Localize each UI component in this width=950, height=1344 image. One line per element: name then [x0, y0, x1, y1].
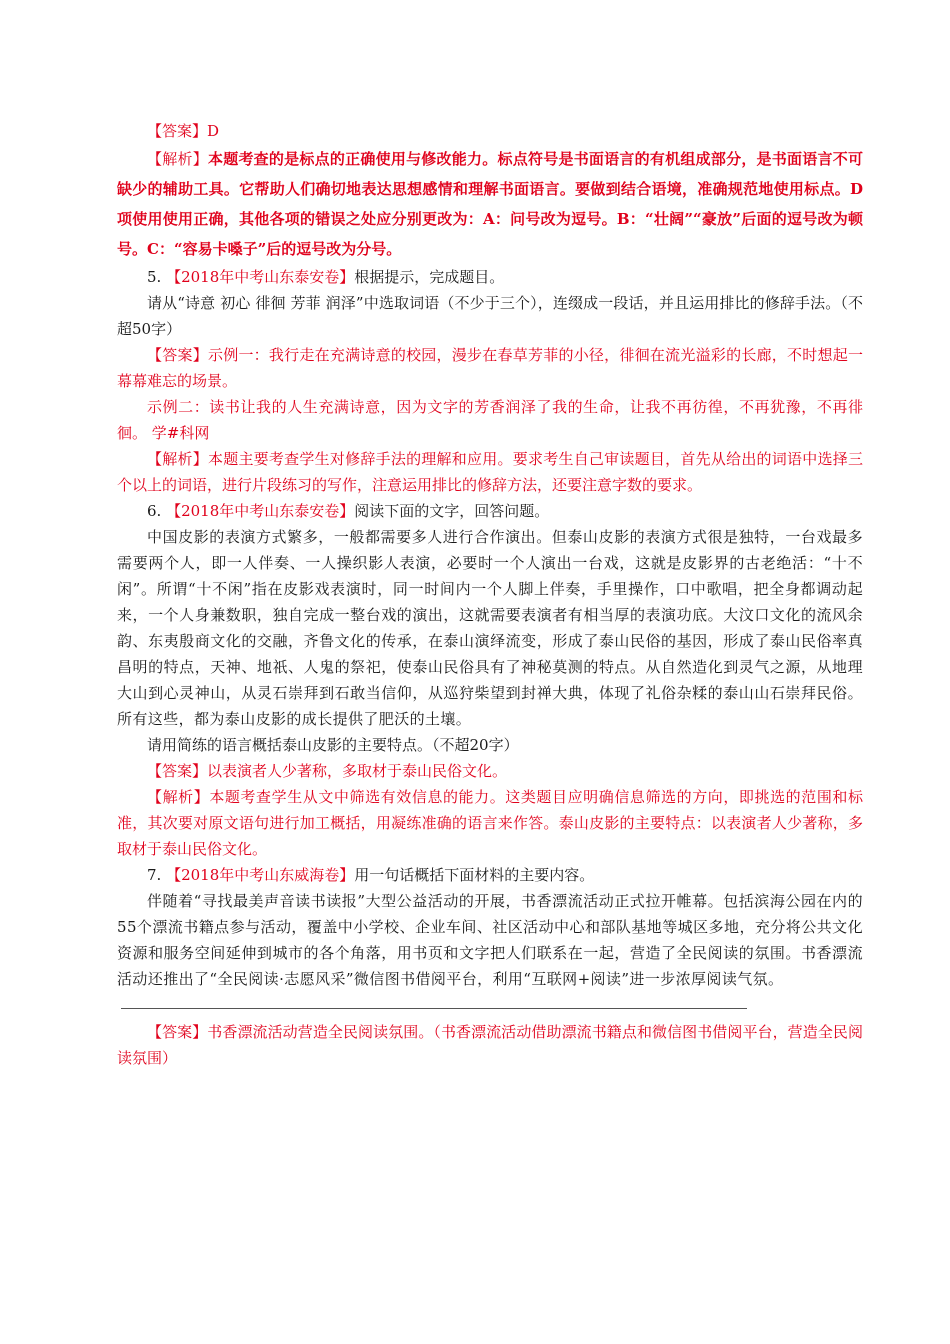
q7-answer [117, 1019, 863, 1071]
q4-analysis [117, 144, 863, 264]
q7-passage: 伴随着“寻找最美声音读书读报”大型公益活动的开展，书香漂流活动正式拉开帷幕。包括滨海公园在内的55个漂流书籍点参与活动，覆盖中小学校、企业车间、社区活动中心和部队基地等城区多地，充分将公共文化资源和服务空间延伸到城市的各个角落，用书页和文字把人们联系在一起，营造了全民阅读的氛围。书香漂流活动还推出了“全民阅读·志愿风采”微信图书借阅平台，利用“互联网+阅读”进一步浓厚阅读气氛。 [117, 892, 863, 988]
question-prompt: 用一句话概括下面材料的主要内容。 [354, 866, 595, 884]
q7-header [117, 862, 863, 888]
question-number: 6. [147, 502, 162, 520]
analysis-label: 【解析】 [147, 450, 208, 468]
question-number: 7. [147, 866, 162, 884]
answer-label: 【答案】 [147, 346, 208, 364]
q6-answer [117, 758, 863, 784]
q5-analysis [117, 446, 863, 498]
document-page [117, 118, 863, 1071]
answer-text: 以表演者人少著称，多取材于泰山民俗文化。 [207, 762, 508, 780]
answer-label: 【答案】 [147, 122, 208, 140]
answer-value: D [207, 122, 220, 140]
question-prompt: 根据提示，完成题目。 [354, 268, 505, 286]
question-number: 5. [147, 268, 162, 286]
question-source: 【2018年中考山东泰安卷】 [166, 502, 355, 520]
q5-example-2: 示例二：读书让我的人生充满诗意，因为文字的芳香润泽了我的生命，让我不再彷徨，不再犹豫，不再徘徊。 学#科网 [117, 398, 863, 442]
q5-header [117, 264, 863, 290]
analysis-text: 本题考查学生从文中筛选有效信息的能力。这类题目应明确信息筛选的方向，即挑选的范围和标准，其次要对原文语句进行加工概括，用凝练准确的语言来作答。泰山皮影的主要特点：以表演者人少著称，多取材于泰山民俗文化。 [117, 788, 863, 858]
q6-passage: 中国皮影的表演方式繁多，一般都需要多人进行合作演出。但泰山皮影的表演方式很是独特，一台戏最多需要两个人，即一人伴奏、一人操织影人表演，必要时一个人演出一台戏，这就是皮影界的古老绝活：“十不闲”。所谓“十不闲”指在皮影戏表演时，同一时间内一个人脚上伴奏，手里操作，口中歌唱，把全身都调动起来，一个人身兼数职，独自完成一整台戏的演出，这就需要表演者有相当厚的表演功底。大汶口文化的流风余韵、东夷殷商文化的交融，齐鲁文化的传承，在泰山演绎流变，形成了泰山民俗的基因，形成了泰山民俗率真昌明的特点，天神、地祇、人鬼的祭祀，使泰山民俗具有了神秘莫测的特点。从自然造化到灵气之源，从地理大山到心灵神山，从灵石崇拜到石敢当信仰，从巡狩柴望到封禅大典，体现了礼俗杂糅的泰山山石崇拜民俗。所有这些，都为泰山皮影的成长提供了肥沃的土壤。 [117, 528, 863, 728]
q5-instruction: 请从“诗意 初心 徘徊 芳菲 润泽”中选取词语（不少于三个），连缀成一段话，并且运用排比的修辞手法。（不超50字） [117, 294, 863, 338]
answer-label: 【答案】 [147, 762, 208, 780]
analysis-text: 本题考查的是标点的正确使用与修改能力。标点符号是书面语言的有机组成部分，是书面语言不可缺少的辅助工具。它帮助人们确切地表达思想感情和理解书面语言。要做到结合语境，准确规范地使用标点。D项使用使用正确，其他各项的错误之处应分别更改为：A：问号改为逗号。B：“壮阔”“豪放”后面的逗号改为顿号。C：“容易卡嗓子”后的逗号改为分号。 [117, 150, 863, 258]
answer-text: 书香漂流活动营造全民阅读氛围。（书香漂流活动借助漂流书籍点和微信图书借阅平台，营造全民阅读氛围） [117, 1023, 863, 1067]
question-source: 【2018年中考山东威海卷】 [166, 866, 355, 884]
answer-example-1: 示例一：我行走在充满诗意的校园，漫步在春草芳菲的小径，徘徊在流光溢彩的长廊，不时想起一幕幕难忘的场景。 [117, 346, 863, 390]
q6-header [117, 498, 863, 524]
q6-instruction: 请用简练的语言概括泰山皮影的主要特点。（不超20字） [147, 736, 519, 754]
analysis-label: 【解析】 [147, 150, 208, 168]
q4-answer [117, 118, 863, 144]
answer-blank-line [121, 1008, 747, 1009]
analysis-label: 【解析】 [147, 788, 210, 806]
analysis-text: 本题主要考查学生对修辞手法的理解和应用。要求考生自己审读题目，首先从给出的词语中选择三个以上的词语，进行片段练习的写作，注意运用排比的修辞方法，还要注意字数的要求。 [117, 450, 863, 494]
answer-label: 【答案】 [147, 1023, 208, 1041]
question-prompt: 阅读下面的文字，回答问题。 [354, 502, 550, 520]
question-source: 【2018年中考山东泰安卷】 [166, 268, 355, 286]
q5-answer [117, 342, 863, 394]
q6-analysis [117, 784, 863, 862]
